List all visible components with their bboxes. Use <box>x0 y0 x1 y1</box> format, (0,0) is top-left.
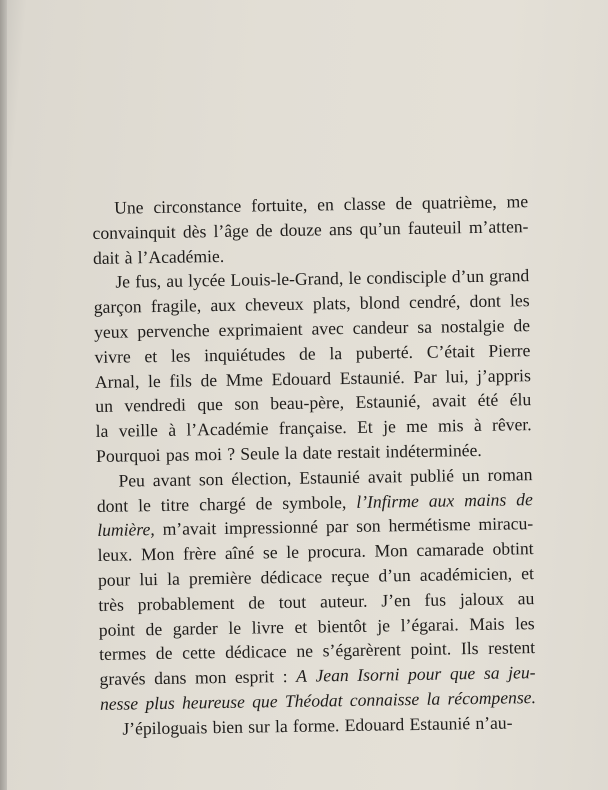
word: et <box>144 345 158 366</box>
word: ans <box>328 218 353 240</box>
word: très <box>98 594 124 615</box>
word: Mais <box>469 613 505 634</box>
word: fus, <box>135 271 162 292</box>
word: Edouard <box>344 713 405 735</box>
word: impressionné <box>224 516 319 539</box>
word: Estaunié <box>299 466 361 488</box>
italic-word: l’Infirme <box>356 490 419 512</box>
word: indéterminée. <box>385 439 482 462</box>
word: : <box>282 666 288 687</box>
word: académicien, <box>419 563 513 585</box>
word: obtint <box>492 538 534 559</box>
italic-word: A <box>295 665 308 686</box>
word: yeux <box>93 321 129 342</box>
word: l’égarai. <box>400 613 459 635</box>
word: qu’un <box>359 217 401 239</box>
word: livre <box>251 616 285 638</box>
word: Je <box>115 271 131 293</box>
word: hermétisme <box>388 514 471 536</box>
word: la <box>274 715 288 736</box>
word: aux <box>210 294 236 316</box>
word: veille <box>118 420 159 441</box>
word: quatrième, <box>421 191 497 213</box>
word: tout <box>278 591 307 612</box>
word: et <box>294 616 308 637</box>
word: pour <box>97 569 131 590</box>
word: garçon <box>93 296 142 318</box>
word: le <box>348 268 362 289</box>
word: cendré, <box>408 291 461 313</box>
word: de <box>513 315 531 336</box>
italic-word: nesse <box>99 693 139 714</box>
word: m’avait <box>162 518 217 540</box>
word: dédicace <box>260 566 323 588</box>
word: française. <box>278 417 347 439</box>
word: mon <box>194 667 227 688</box>
word: les <box>170 345 191 366</box>
word: Louis-le-Grand, <box>230 268 344 291</box>
word: Estaunié, <box>355 391 421 413</box>
italic-word: la <box>426 688 441 709</box>
word: et <box>521 563 535 584</box>
word: point <box>98 618 136 640</box>
word: Estaunié. <box>339 366 405 388</box>
word: le <box>286 541 300 563</box>
italic-word: lumière, <box>97 519 155 541</box>
word: Par <box>413 366 437 387</box>
word: la <box>329 342 343 364</box>
word: avant <box>152 469 192 490</box>
word: par <box>325 516 349 537</box>
word: dont <box>469 290 501 312</box>
italic-word: sa <box>483 662 500 684</box>
word: fortuite, <box>250 194 308 216</box>
page-text <box>92 189 537 741</box>
italic-word: aux <box>428 489 455 511</box>
word: avait <box>367 465 403 487</box>
italic-word: mains <box>464 489 507 510</box>
word: bien <box>212 716 244 737</box>
word: les <box>514 612 535 633</box>
word: termes <box>99 643 147 665</box>
word: élection, <box>231 467 292 489</box>
word: s’égarèrent <box>322 639 402 661</box>
word: Pourquoi <box>95 444 161 466</box>
word: date <box>302 442 333 463</box>
word: je <box>382 416 396 437</box>
word: vendredi <box>124 394 187 416</box>
word: avec <box>311 318 344 339</box>
word: chargé <box>198 493 246 514</box>
word: lui <box>139 568 159 590</box>
word: de <box>248 592 266 613</box>
word: moi <box>194 443 223 465</box>
word: point. <box>410 638 452 660</box>
word: roman <box>487 463 533 485</box>
word: Estaunié <box>409 712 471 734</box>
word: classe <box>343 193 386 215</box>
word: à <box>473 415 482 436</box>
word: C’était <box>426 340 475 362</box>
paragraph <box>93 264 532 469</box>
word: fus <box>424 589 447 610</box>
word: auteur. <box>319 590 368 612</box>
word: cette <box>182 642 216 663</box>
italic-word: récompense. <box>447 687 537 709</box>
word: pervenche <box>137 320 210 342</box>
word: plats, <box>312 293 351 314</box>
word: première <box>188 567 252 589</box>
word: l’Académie <box>186 418 269 440</box>
word: bientôt <box>317 615 367 637</box>
word: Pierre <box>488 339 531 361</box>
word: sa <box>417 316 433 337</box>
word: Edouard <box>271 367 332 389</box>
italic-word: jeu- <box>508 662 536 683</box>
word: se <box>262 542 278 563</box>
word: en <box>317 194 334 215</box>
word: me <box>406 415 428 437</box>
word: douze <box>279 219 322 240</box>
word: fragile, <box>150 295 202 317</box>
word: nostalgie <box>440 315 505 337</box>
word: à <box>168 419 177 441</box>
word: rêver. <box>491 414 532 435</box>
word: cheveux <box>244 293 304 315</box>
page-binding-edge <box>0 0 7 790</box>
word: aîné <box>224 542 255 564</box>
word: n’au- <box>475 712 513 733</box>
word: me <box>506 191 529 212</box>
word: l’Académie. <box>137 245 225 267</box>
italic-word: que <box>252 691 278 712</box>
word: fils <box>169 370 192 391</box>
italic-word: de <box>516 488 533 509</box>
word: de <box>155 643 173 664</box>
word: de <box>395 192 413 214</box>
paragraph <box>96 462 536 742</box>
italic-word: pour <box>407 663 442 685</box>
word: condisciple <box>366 266 447 289</box>
word: Une <box>114 197 144 218</box>
word: l’âge <box>213 220 249 241</box>
word: j’appris <box>476 364 531 386</box>
italic-word: heureuse <box>181 691 246 713</box>
word: Et <box>356 416 373 438</box>
word: Peu <box>118 469 146 491</box>
word: Mon <box>374 540 408 561</box>
word: J’épiloguais <box>122 716 208 739</box>
word: la <box>95 420 109 442</box>
word: camarade <box>416 539 484 561</box>
word: circonstance <box>153 195 242 218</box>
word: son <box>234 393 259 415</box>
word: de <box>200 369 218 390</box>
italic-word: Théodat <box>284 690 343 711</box>
word: blond <box>359 292 400 313</box>
word: reçue <box>331 565 370 587</box>
word: que <box>197 394 224 415</box>
word: sur <box>248 716 270 737</box>
word: garder <box>172 617 218 639</box>
word: à <box>124 246 133 268</box>
word: avait <box>431 390 467 412</box>
word: procura. <box>307 540 366 562</box>
word: grand <box>489 265 530 287</box>
word: publié <box>409 465 455 486</box>
word: restent <box>488 637 536 659</box>
word: de <box>255 492 273 514</box>
word: ne <box>296 640 314 662</box>
word: le <box>228 617 242 638</box>
paragraph <box>92 189 529 270</box>
word: forme. <box>292 714 340 736</box>
word: son <box>356 515 381 537</box>
word: Mon <box>140 543 175 565</box>
word: frère <box>182 543 217 564</box>
word: dès <box>182 221 207 242</box>
word: je <box>377 614 391 636</box>
italic-word: Jean <box>315 665 349 686</box>
word: de <box>298 343 316 364</box>
word: lui, <box>445 365 469 387</box>
word: symbole, <box>282 491 347 513</box>
word: le <box>147 370 161 391</box>
word: miracu- <box>478 513 534 535</box>
word: beau-père, <box>270 392 345 414</box>
word: de <box>145 618 163 639</box>
word: été <box>477 390 499 411</box>
word: restait <box>337 441 381 463</box>
word: la <box>284 442 298 463</box>
word: mis <box>437 415 464 436</box>
word: le <box>137 494 151 515</box>
word: J’en <box>381 589 411 611</box>
word: dont <box>96 495 129 516</box>
word: élu <box>509 389 532 410</box>
word: jaloux <box>459 588 504 610</box>
word: un <box>461 464 480 485</box>
word: m’atten- <box>468 215 529 237</box>
word: d’un <box>378 564 411 586</box>
word: inquiétudes <box>204 343 286 366</box>
word: lycée <box>187 270 226 291</box>
word: les <box>509 290 530 311</box>
word: vivre <box>94 346 131 367</box>
word: pas <box>165 444 190 465</box>
word: au <box>166 270 184 292</box>
word: puberté. <box>355 341 414 363</box>
word: Ils <box>460 638 479 659</box>
word: dédicace <box>224 641 287 663</box>
word: esprit <box>234 666 275 687</box>
word: candeur <box>352 317 409 338</box>
word: la <box>166 568 180 589</box>
word: ? <box>227 443 236 464</box>
word: d’un <box>451 266 485 287</box>
word: Mme <box>225 368 264 390</box>
word: au <box>517 587 535 609</box>
word: probablement <box>137 592 235 615</box>
word: convainquit <box>92 221 176 243</box>
word: gravés <box>99 668 146 690</box>
word: dait <box>92 247 120 268</box>
italic-word: Isorni <box>357 664 400 686</box>
italic-word: plus <box>145 692 175 714</box>
word: Seule <box>240 443 280 464</box>
word: titre <box>160 494 190 515</box>
word: son <box>198 468 224 490</box>
italic-word: connaisse <box>349 688 420 710</box>
word: Arnal, <box>94 370 140 392</box>
word: un <box>95 396 114 417</box>
word: leux. <box>97 544 133 566</box>
word: de <box>255 219 273 241</box>
word: fauteuil <box>407 216 462 238</box>
word: dans <box>153 667 187 689</box>
italic-word: que <box>449 663 476 684</box>
word: exprimaient <box>218 318 303 341</box>
